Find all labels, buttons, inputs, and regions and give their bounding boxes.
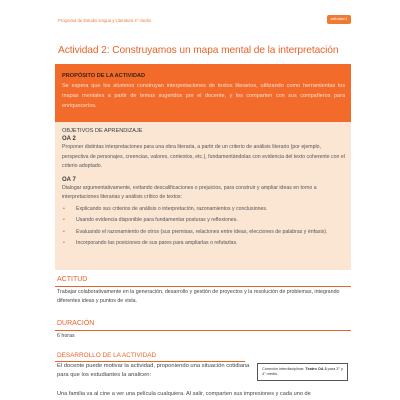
bullet-icon: • bbox=[63, 217, 65, 223]
oa7-code: OA 7 bbox=[62, 176, 76, 183]
objectives-box bbox=[55, 122, 351, 270]
page-title: Actividad 2: Construyamos un mapa mental de la interpretación bbox=[58, 45, 339, 56]
purpose-text: Se espera que los alumnos construyan interpretaciones de textos literarios, utilizando como herramientas los mapas mentales a partir de temas sugeridos por el docente, y los comparten con sus compañeros para enriquecerlos. bbox=[62, 83, 345, 109]
actitud-heading: ACTITUD bbox=[57, 276, 88, 283]
list-item: • Usando evidencia disponible para fundamentar posturas y reflexiones. bbox=[62, 216, 345, 226]
desarrollo-text: El docente puede motivar la actividad, proponiendo una situación cotidiana para que los estudiantes la analicen: bbox=[57, 363, 250, 378]
purpose-box bbox=[55, 64, 351, 122]
bullet-icon: • bbox=[63, 228, 65, 235]
oa2-text: Proponer distintas interpretaciones para una obra literaria, a partir de un criterio de análisis literario (por ejemplo, perspectiva de personajes, creencias, valores, contextos, etc.), fundamentándolas con evidencia del texto coherente con el criterio adoptado. bbox=[62, 144, 345, 169]
bullet-icon: • bbox=[63, 205, 65, 212]
callout-link: Teatro OA 3 bbox=[305, 367, 327, 371]
program-name: Programa de Estudio lengua y Literatura 4° medio bbox=[58, 18, 151, 23]
duracion-heading: DURACIÓN bbox=[57, 320, 95, 327]
activity-badge-label: actividad 2 bbox=[330, 17, 348, 21]
purpose-heading: PROPÓSITO DE LA ACTIVIDAD bbox=[62, 73, 146, 79]
list-item: • Explicando sus criterios de análisis o interpretación, razonamientos y conclusiones. bbox=[62, 205, 345, 215]
interdisciplinary-callout bbox=[257, 363, 348, 381]
page-header bbox=[0, 0, 400, 32]
list-item: • Incorporando las posiciones de sus pares para ampliarlas o refutarlas. bbox=[62, 239, 345, 249]
actitud-text: Trabajar colaborativamente en la generación, desarrollo y gestión de proyectos y la resolución de problemas, integrando diferentes ideas y puntos de vista. bbox=[57, 289, 340, 304]
bullet-icon: • bbox=[63, 240, 65, 246]
duracion-divider bbox=[55, 330, 351, 331]
actitud-divider bbox=[55, 286, 351, 287]
desarrollo-text-continued: Una familia va al cine a ver una película cualquiera. Al salir, comparten sus impresiones y cada uno de bbox=[57, 391, 311, 397]
desarrollo-heading: DESARROLLO DE LA ACTIVIDAD bbox=[57, 352, 157, 359]
duracion-text: 6 horas bbox=[57, 333, 75, 339]
callout-suffix: para 3° y 4° medio. bbox=[262, 367, 343, 376]
activity-badge bbox=[327, 15, 351, 24]
objectives-heading: OBJETIVOS DE APRENDIZAJE bbox=[62, 128, 143, 134]
oa7-list bbox=[62, 205, 345, 249]
oa7-text: Dialogar argumentativamente, evitando descalificaciones o prejuicios, para construir y ampliar ideas en torno a interpretaciones literarias y análisis crítico de textos: bbox=[62, 184, 317, 200]
list-item: • Evaluando el razonamiento de otros (sus premisas, relaciones entre ideas, elecciones de palabras y énfasis). bbox=[62, 228, 345, 238]
callout-prefix: Conexión interdisciplinar: bbox=[262, 367, 305, 371]
oa2-code: OA 2 bbox=[62, 136, 76, 142]
